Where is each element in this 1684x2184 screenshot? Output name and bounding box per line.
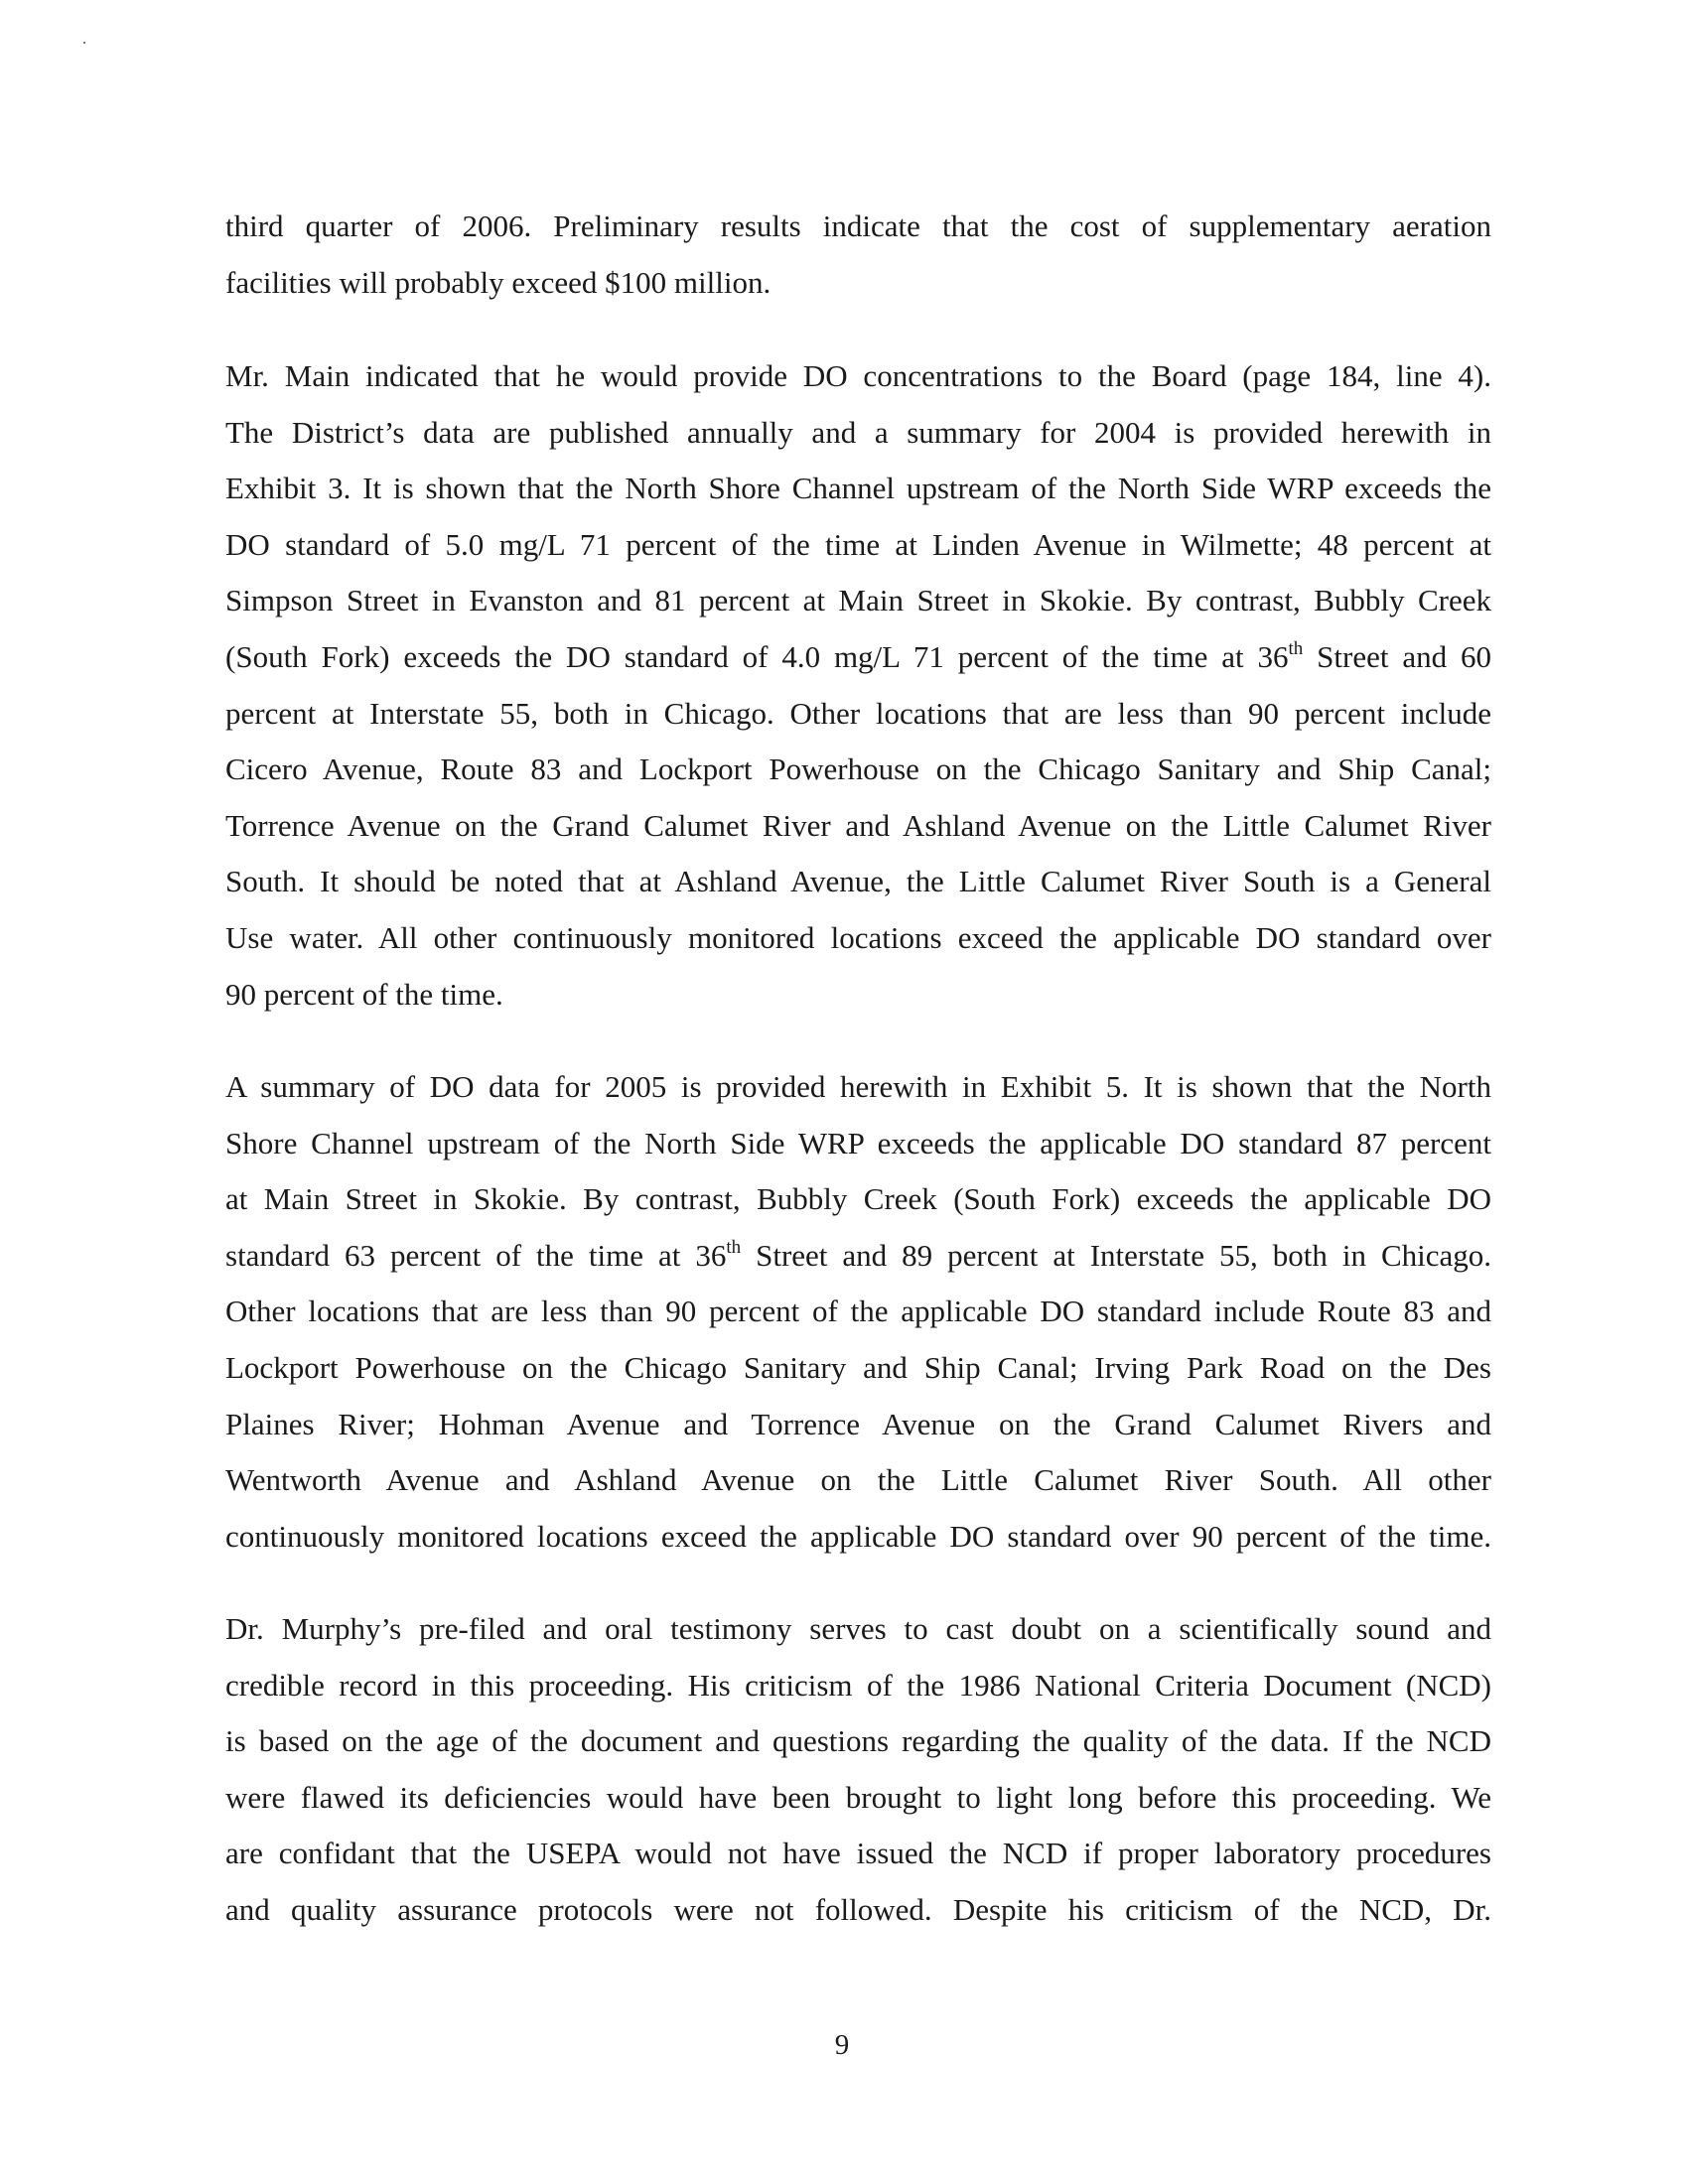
text-line: Cicero Avenue, Route 83 and Lockport Powerhouse on the Chicago Sanitary and Ship Canal; <box>225 751 1491 787</box>
text-line: South. It should be noted that at Ashland Avenue, the Little Calumet River South is a General <box>225 864 1491 899</box>
text-line <box>225 629 1491 686</box>
text-line: Torrence Avenue on the Grand Calumet River and Ashland Avenue on the Little Calumet River <box>225 807 1491 843</box>
text-line: facilities will probably exceed $100 million. <box>225 264 772 300</box>
text-line: percent at Interstate 55, both in Chicago. Other locations that are less than 90 percent include <box>225 695 1491 731</box>
text-line: Dr. Murphy’s pre-filed and oral testimony serves to cast doubt on a scientifically sound and <box>225 1611 1491 1646</box>
text-line: were flawed its deficiencies would have been brought to light long before this proceeding. We <box>225 1779 1491 1815</box>
text-segment: Street and 89 percent at Interstate 55, both in Chicago. <box>741 1237 1492 1273</box>
text-line: A summary of DO data for 2005 is provided herewith in Exhibit 5. It is shown that the North <box>225 1069 1491 1104</box>
text-line: are confidant that the USEPA would not have issued the NCD if proper laboratory procedures <box>225 1836 1491 1871</box>
paragraph-1 <box>225 199 1491 311</box>
text-segment: Street and 60 <box>1303 638 1491 674</box>
text-line: Mr. Main indicated that he would provide DO concentrations to the Board (page 184, line 4). <box>225 358 1491 393</box>
text-line: Exhibit 3. It is shown that the North Shore Channel upstream of the North Side WRP exceeds the <box>225 471 1491 506</box>
page-number: 9 <box>834 2029 850 2061</box>
text-line: The District’s data are published annually and a summary for 2004 is provided herewith in <box>225 414 1491 450</box>
text-segment: standard 63 percent of the time at 36 <box>225 1237 727 1273</box>
text-line: continuously monitored locations exceed the applicable DO standard over 90 percent of the time. <box>225 1518 1491 1554</box>
scan-speck <box>83 42 85 44</box>
text-line: DO standard of 5.0 mg/L 71 percent of the time at Linden Avenue in Wilmette; 48 percent at <box>225 526 1491 562</box>
text-line: 90 percent of the time. <box>225 976 503 1012</box>
text-segment: (South Fork) exceeds the DO standard of 4.0 mg/L 71 percent of the time at 36 <box>225 638 1289 674</box>
text-line <box>225 1228 1491 1285</box>
paragraph-4 <box>225 1601 1491 1939</box>
text-line: third quarter of 2006. Preliminary results indicate that the cost of supplementary aeration <box>225 208 1491 243</box>
paragraph-3 <box>225 1059 1491 1565</box>
text-line: is based on the age of the document and questions regarding the quality of the data. If the NCD <box>225 1723 1491 1759</box>
text-line: Use water. All other continuously monitored locations exceed the applicable DO standard over <box>225 919 1491 955</box>
text-line: Lockport Powerhouse on the Chicago Sanitary and Ship Canal; Irving Park Road on the Des <box>225 1349 1491 1385</box>
text-line: at Main Street in Skokie. By contrast, Bubbly Creek (South Fork) exceeds the applicable DO <box>225 1181 1491 1217</box>
paragraph-2 <box>225 348 1491 1023</box>
ordinal-suffix: th <box>726 1236 742 1258</box>
text-line: Plaines River; Hohman Avenue and Torrence Avenue on the Grand Calumet Rivers and <box>225 1406 1491 1441</box>
text-line: Shore Channel upstream of the North Side WRP exceeds the applicable DO standard 87 percent <box>225 1125 1491 1160</box>
text-line: and quality assurance protocols were not followed. Despite his criticism of the NCD, Dr. <box>225 1891 1491 1927</box>
text-line: Simpson Street in Evanston and 81 percent at Main Street in Skokie. By contrast, Bubbly Creek <box>225 583 1491 618</box>
text-line: Wentworth Avenue and Ashland Avenue on the Little Calumet River South. All other <box>225 1462 1491 1498</box>
text-line: credible record in this proceeding. His criticism of the 1986 National Criteria Document (NCD) <box>225 1667 1491 1703</box>
text-line: Other locations that are less than 90 percent of the applicable DO standard include Route 83 and <box>225 1294 1491 1329</box>
ordinal-suffix: th <box>1288 637 1304 659</box>
